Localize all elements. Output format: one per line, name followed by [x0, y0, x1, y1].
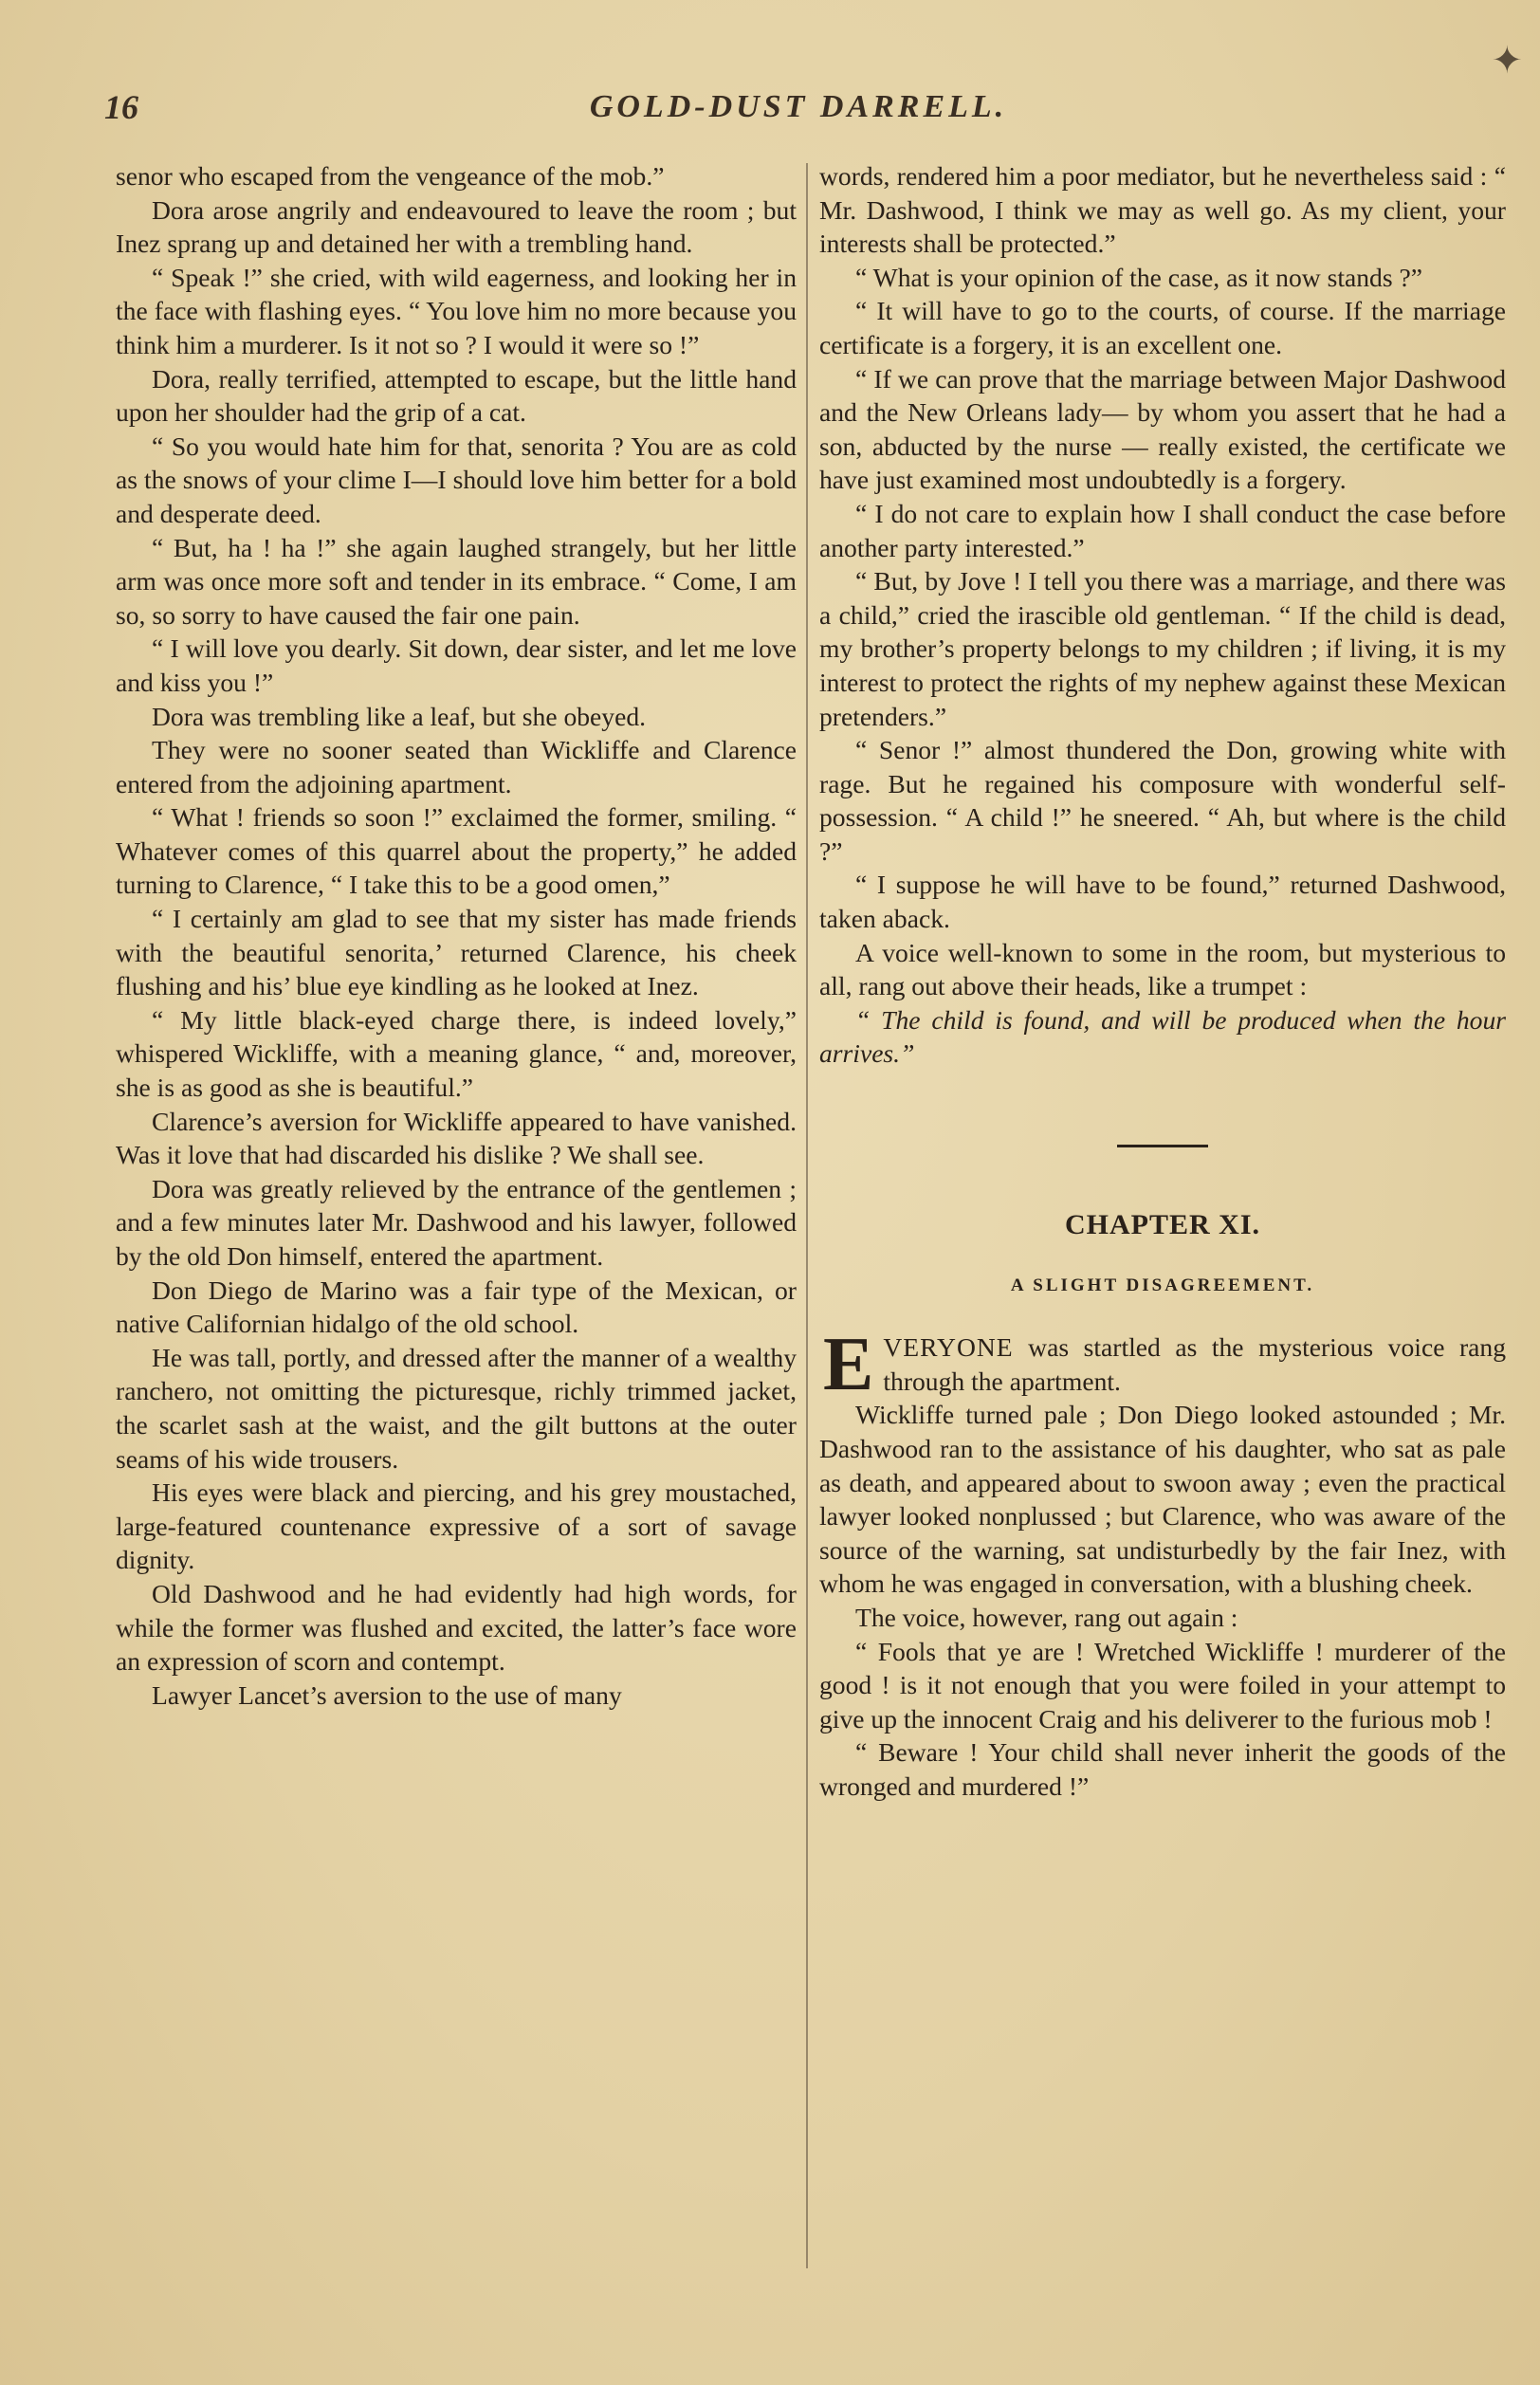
- paragraph: “ I do not care to explain how I shall conduct the case before another party interested.”: [819, 498, 1506, 562]
- column-rule: [806, 163, 808, 2268]
- first-words: VERYONE: [883, 1332, 1014, 1363]
- paragraph: “ I suppose he will have to be found,” returned Dashwood, taken aback.: [819, 870, 1506, 934]
- paragraph: “ Fools that ye are ! Wretched Wickliffe ! murderer of the good ! is it not enough that you were foiled in your attempt to give up the innocent Craig and his deliverer to the furious mob !: [819, 1636, 1506, 1734]
- first-paragraph-text: was startled as the mysterious voice rang through the apartment.: [883, 1332, 1506, 1396]
- chapter-heading: CHAPTER XI.: [1064, 1209, 1260, 1241]
- paragraph: words, rendered him a poor mediator, but he nevertheless said : “ Mr. Dashwood, I think we may as well go. As my client, your interests shall be protected.”: [819, 161, 1506, 259]
- paragraph: senor who escaped from the vengeance of the mob.”: [116, 161, 665, 191]
- right-column: [819, 159, 1506, 1804]
- paragraph: “ I will love you dearly. Sit down, dear sister, and let me love and kiss you !”: [116, 633, 797, 697]
- paragraph: Old Dashwood and he had evidently had high words, for while the former was flushed and excited, the latter’s face wore an expression of scorn and contempt.: [116, 1578, 797, 1677]
- page-number: 16: [104, 88, 138, 126]
- running-title: GOLD-DUST DARRELL.: [589, 89, 1008, 124]
- paragraph: “ It will have to go to the courts, of course. If the marriage certificate is a forgery, it is an excellent one.: [819, 296, 1506, 359]
- paragraph: “ My little black-eyed charge there, is indeed lovely,” whispered Wickliffe, with a meaning glance, “ and, moreover, she is as good as she is beautiful.”: [116, 1004, 797, 1103]
- paragraph: He was tall, portly, and dressed after the manner of a wealthy ranchero, not omitting the picturesque, richly trimmed jacket, the scarlet sash at the waist, and the gilt buttons at the outer seams of his wide trousers.: [116, 1342, 797, 1474]
- drop-cap: E: [823, 1323, 874, 1407]
- paragraph: His eyes were black and piercing, and his grey moustached, large-featured countenance expressive of a sort of savage dignity.: [116, 1477, 797, 1575]
- chapter-subtitle: A SLIGHT DISAGREEMENT.: [1010, 1275, 1315, 1295]
- italic-quote: “ The child is found, and will be produced when the hour arrives.”: [819, 1004, 1506, 1069]
- paragraph: Clarence’s aversion for Wickliffe appeared to have vanished. Was it love that had discarded his dislike ? We shall see.: [116, 1106, 797, 1170]
- paragraph: Wickliffe turned pale ; Don Diego looked astounded ; Mr. Dashwood ran to the assistance of his daughter, who sat as pale as death, and appeared about to swoon away ; even the practical lawyer looked nonplussed ; but Clarence, who was aware of the source of the warning, sat undisturbedly by the fair Inez, with whom he was engaged in conversation, with a blushing cheek.: [819, 1400, 1506, 1599]
- paragraph: A voice well-known to some in the room, but mysterious to all, rang out above their heads, like a trumpet :: [819, 937, 1506, 1001]
- paragraph: Lawyer Lancet’s aversion to the use of many: [152, 1679, 622, 1710]
- paragraph: “ So you would hate him for that, senorita ? You are as cold as the snows of your clime I—I should love him better for a bold and desperate deed.: [116, 431, 797, 528]
- section-separator: [1117, 1145, 1208, 1147]
- paragraph: Dora, really terrified, attempted to escape, but the little hand upon her shoulder had the grip of a cat.: [116, 363, 797, 428]
- paragraph: “ I certainly am glad to see that my sister has made friends with the beautiful senorita,’ returned Clarence, his cheek flushing and his’ blue eye kindling as he looked at Inez.: [116, 904, 797, 1001]
- paragraph: “ What is your opinion of the case, as it now stands ?”: [855, 262, 1422, 292]
- paragraph: They were no sooner seated than Wickliffe and Clarence entered from the adjoining apartment.: [116, 735, 797, 798]
- paragraph: “ Senor !” almost thundered the Don, growing white with rage. But he regained his composure with wonderful self-possession. “ A child !” he sneered. “ Ah, but where is the child ?”: [819, 735, 1506, 866]
- paragraph: “ But, ha ! ha !” she again laughed strangely, but her little arm was once more soft and tender in its embrace. “ Come, I am so, so sorry to have caused the fair one pain.: [116, 532, 797, 630]
- left-column: [116, 159, 797, 1712]
- chapter-first-paragraph: [819, 1323, 1506, 1407]
- paragraph: “ Speak !” she cried, with wild eagerness, and looking her in the face with flashing eyes. “ You love him no more because you think him a murderer. Is it not so ? I would it were so !”: [116, 262, 797, 359]
- paragraph: Dora arose angrily and endeavoured to leave the room ; but Inez sprang up and detained her with a trembling hand.: [116, 194, 797, 259]
- paragraph: The voice, however, rang out again :: [855, 1602, 1238, 1632]
- paragraph: Dora was greatly relieved by the entrance of the gentlemen ; and a few minutes later Mr. Dashwood and his lawyer, followed by the old Don himself, entered the apartment.: [116, 1173, 797, 1271]
- paragraph: “ But, by Jove ! I tell you there was a marriage, and there was a child,” cried the irascible old gentleman. “ If the child is dead, my brother’s property belongs to my children ; if living, it is my interest to protect the rights of my nephew against these Mexican pretenders.”: [819, 566, 1506, 731]
- paragraph: “ What ! friends so soon !” exclaimed the former, smiling. “ Whatever comes of this quarrel about the property,” he added turning to Clarence, “ I take this to be a good omen,”: [116, 802, 797, 900]
- paragraph: Don Diego de Marino was a fair type of the Mexican, or native Californian hidalgo of the old school.: [116, 1275, 797, 1339]
- paragraph: “ If we can prove that the marriage between Major Dashwood and the New Orleans lady— by whom you assert that he had a son, abducted by the nurse — really existed, the certificate we have just examined most undoubtedly is a forgery.: [819, 363, 1506, 495]
- corner-ornament: ✦: [1491, 39, 1523, 82]
- paragraph: Dora was trembling like a leaf, but she obeyed.: [152, 701, 647, 731]
- paragraph: “ Beware ! Your child shall never inherit the goods of the wronged and murdered !”: [819, 1737, 1506, 1801]
